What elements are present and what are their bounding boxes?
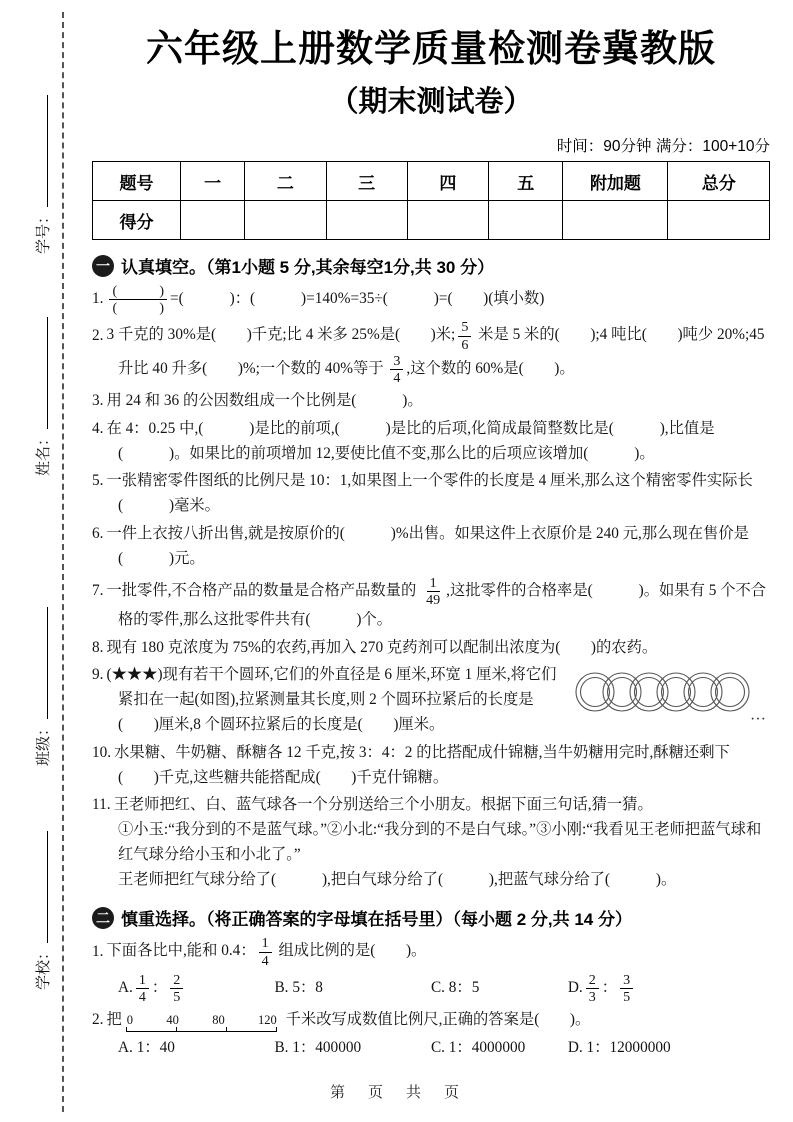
score-table [92, 161, 770, 240]
question-text: 3 千克的 30%是( )千克;比 4 米多 25%是( )米; [106, 326, 456, 344]
scale-tick-label: 0 [126, 1013, 134, 1028]
question-item [92, 636, 770, 661]
question-text: ,这批零件的合格率是( )。如果有 5 个不合格的零件,那么这批零件共有( )个。 [118, 581, 767, 628]
question-item [92, 935, 770, 1005]
options-row [118, 972, 770, 1005]
student-id-field [32, 95, 53, 254]
option [568, 972, 636, 1005]
question-text: C. 1：4000000 [430, 1038, 526, 1056]
score-table-header-cell: 总分 [668, 162, 770, 201]
option [431, 1036, 568, 1061]
question-number: 5. [92, 472, 104, 490]
score-empty-cell [326, 201, 407, 240]
option [118, 1036, 274, 1061]
fraction: $\frac{3}{5}$ [620, 972, 633, 1005]
question-text: 组成比例的是( )。 [274, 942, 427, 960]
question-text: 王老师把红、白、蓝气球各一个分别送给三个小朋友。根据下面三句话,猜一猜。 [113, 796, 653, 814]
fraction: $\frac{1}{4}$ [259, 935, 272, 968]
question-text: A. [118, 979, 133, 996]
section-1-header [92, 253, 770, 278]
fraction: $\frac{2}{3}$ [586, 972, 599, 1005]
scale-tick-label: 40 [166, 1013, 179, 1028]
exam-subtitle: （期末测试卷） [329, 86, 533, 119]
score-empty-cell [668, 201, 770, 240]
question-text: 现有 180 克浓度为 75%的农药,再加入 270 克药剂可以配制出浓度为( )的农药。 [106, 638, 658, 656]
question-text: 米是 5 米的( );4 吨比( )吨少 20%;45 升比 40 升多( )%;一个数的 40%等于 [118, 326, 765, 377]
question-text: 千米改写成数值比例尺,正确的答案是( )。 [281, 1011, 591, 1029]
fraction: $\frac{2}{5}$ [170, 972, 183, 1005]
question-number: 2. [92, 1011, 104, 1029]
student-id-blank-line [33, 95, 48, 207]
section-1-title: 认真填空。（第1小题 5 分,其余每空1分,共 30 分） [121, 258, 495, 278]
score-table-header-row [93, 162, 770, 201]
score-empty-cell [407, 201, 488, 240]
question-text: 用 24 和 36 的公因数组成一个比例是( )。 [106, 392, 423, 410]
score-table-header-cell: 附加题 [563, 162, 668, 201]
student-name-label: 姓名： [35, 430, 52, 476]
interlocking-rings-figure [574, 665, 770, 728]
scale-tick-label: 80 [212, 1013, 225, 1028]
time-score-info: 时间：90分钟 满分：100+10分 [556, 138, 770, 156]
score-empty-cell [563, 201, 668, 240]
section-2-header [92, 905, 770, 930]
question-item [92, 319, 770, 386]
question-item [92, 469, 770, 519]
score-table-header-cell: 二 [245, 162, 326, 201]
question-text: C. 8：5 [430, 979, 480, 996]
option [274, 976, 430, 1001]
question-number: 10. [92, 743, 112, 761]
school-field [32, 831, 53, 990]
exam-title: 六年级上册数学质量检测卷冀教版 [146, 28, 716, 69]
question-number: 1. [92, 290, 104, 308]
fold-dashed-line [62, 12, 64, 1112]
option [568, 1036, 671, 1061]
section-2-number-icon: 二 [92, 907, 114, 929]
question-item [92, 663, 770, 737]
class-field [32, 607, 53, 766]
score-empty-cell [489, 201, 563, 240]
question-item [92, 389, 770, 414]
question-text: ①小玉:“我分到的不是蓝气球。”②小北:“我分到的不是白气球。”③小刚:“我看见王老师把蓝气球和红气球分给小玉和小北了。” [118, 821, 762, 863]
question-text: 把 [106, 1011, 122, 1029]
question-number: 11. [92, 796, 111, 814]
options-row [118, 1036, 770, 1061]
score-table-header-cell: 三 [326, 162, 407, 201]
school-blank-line [33, 831, 48, 943]
question-text: B. 5：8 [274, 979, 323, 996]
map-scale-bar [127, 1014, 277, 1032]
option [274, 1036, 430, 1061]
question-text: 下面各比中,能和 0.4： [106, 942, 256, 960]
question-text: 王老师把红气球分给了( ),把白气球分给了( ),把蓝气球分给了( )。 [118, 870, 677, 888]
fraction: $\frac{( )}{( )}$ [109, 283, 167, 316]
question-number: 3. [92, 392, 104, 410]
question-text: ： [601, 979, 618, 996]
question-item [92, 417, 770, 467]
section-1-number-icon: 一 [92, 255, 114, 277]
fraction: $\frac{1}{4}$ [136, 972, 149, 1005]
question-item [92, 1008, 770, 1061]
question-text: ： [151, 979, 168, 996]
section-1-questions [92, 283, 770, 892]
question-text: 一件上衣按八折出售,就是按原价的( )%出售。如果这件上衣原价是 240 元,那么现在售价是( )元。 [106, 525, 749, 567]
question-number: 6. [92, 525, 104, 542]
ellipsis: … [750, 706, 767, 724]
score-table-header-cell: 五 [489, 162, 563, 201]
question-text: 在 4：0.25 中,( )是比的前项,( )是比的后项,化简成最简整数比是( ),比值是( )。如果比的前项增加 12,要使比值不变,那么比的后项应该增加( )。 [106, 419, 715, 462]
question-number: 1. [92, 942, 104, 960]
option [118, 972, 274, 1005]
scale-line [127, 1028, 277, 1032]
question-number: 9. [92, 666, 104, 684]
question-number: 4. [92, 419, 104, 437]
fraction: $\frac{5}{6}$ [458, 319, 471, 352]
question-item [92, 522, 770, 572]
question-text: A. 1：40 [118, 1038, 175, 1056]
student-name-field [32, 317, 53, 476]
score-empty-cell [181, 201, 245, 240]
exam-body [92, 26, 770, 1064]
student-id-label: 学号： [35, 208, 52, 254]
question-text: D. 1：12000000 [567, 1038, 671, 1056]
question-text: B. 1：400000 [274, 1038, 362, 1056]
score-empty-cell [245, 201, 326, 240]
question-text: (★★★)现有若干个圆环,它们的外直径是 6 厘米,环宽 1 厘米,将它们紧扣在一起(如图),拉紧测量其长度,则 2 个圆环拉紧后的长度是( )厘米,8 个圆环拉紧后的长度是( )厘米。 [106, 666, 557, 733]
question-item [92, 793, 770, 892]
question-item [92, 575, 770, 633]
score-table-header-cell: 一 [181, 162, 245, 201]
class-blank-line [33, 607, 48, 719]
score-label-cell: 得分 [93, 201, 181, 240]
option [431, 976, 568, 1001]
question-text: D. [567, 979, 583, 996]
section-2-title: 慎重选择。（将正确答案的字母填在括号里）（每小题 2 分,共 14 分） [121, 910, 632, 930]
question-text: 一批零件,不合格产品的数量是合格产品数量的 [106, 581, 421, 599]
page-footer: 第 页 共 页 [329, 1085, 463, 1101]
question-text: 一张精密零件图纸的比例尺是 10：1,如果图上一个零件的长度是 4 厘米,那么这个精密零件实际长( )毫米。 [106, 472, 753, 515]
question-number: 7. [92, 581, 104, 599]
question-text: ,这个数的 60%是( )。 [406, 360, 575, 377]
score-table-score-row [93, 201, 770, 240]
score-table-header-cell: 题号 [93, 162, 181, 201]
school-label: 学校： [35, 944, 52, 990]
fraction: $\frac{3}{4}$ [390, 353, 403, 386]
section-2-questions [92, 935, 770, 1060]
question-text: 水果糖、牛奶糖、酥糖各 12 千克,按 3：4：2 的比搭配成什锦糖,当牛奶糖用完时,酥糖还剩下( )千克,这些糖共能搭配成( )千克什锦糖。 [114, 743, 730, 786]
question-item [92, 283, 770, 316]
student-name-blank-line [33, 317, 48, 429]
question-item [92, 741, 770, 791]
fraction: $\frac{1}{49}$ [426, 574, 441, 608]
score-table-header-cell: 四 [407, 162, 488, 201]
question-number: 8. [92, 638, 104, 656]
class-label: 班级： [35, 720, 52, 766]
question-number: 2. [92, 326, 104, 344]
scale-tick-label: 120 [258, 1013, 277, 1028]
question-text: =( )：( )=140%=35÷( )=( )(填小数) [170, 290, 545, 308]
